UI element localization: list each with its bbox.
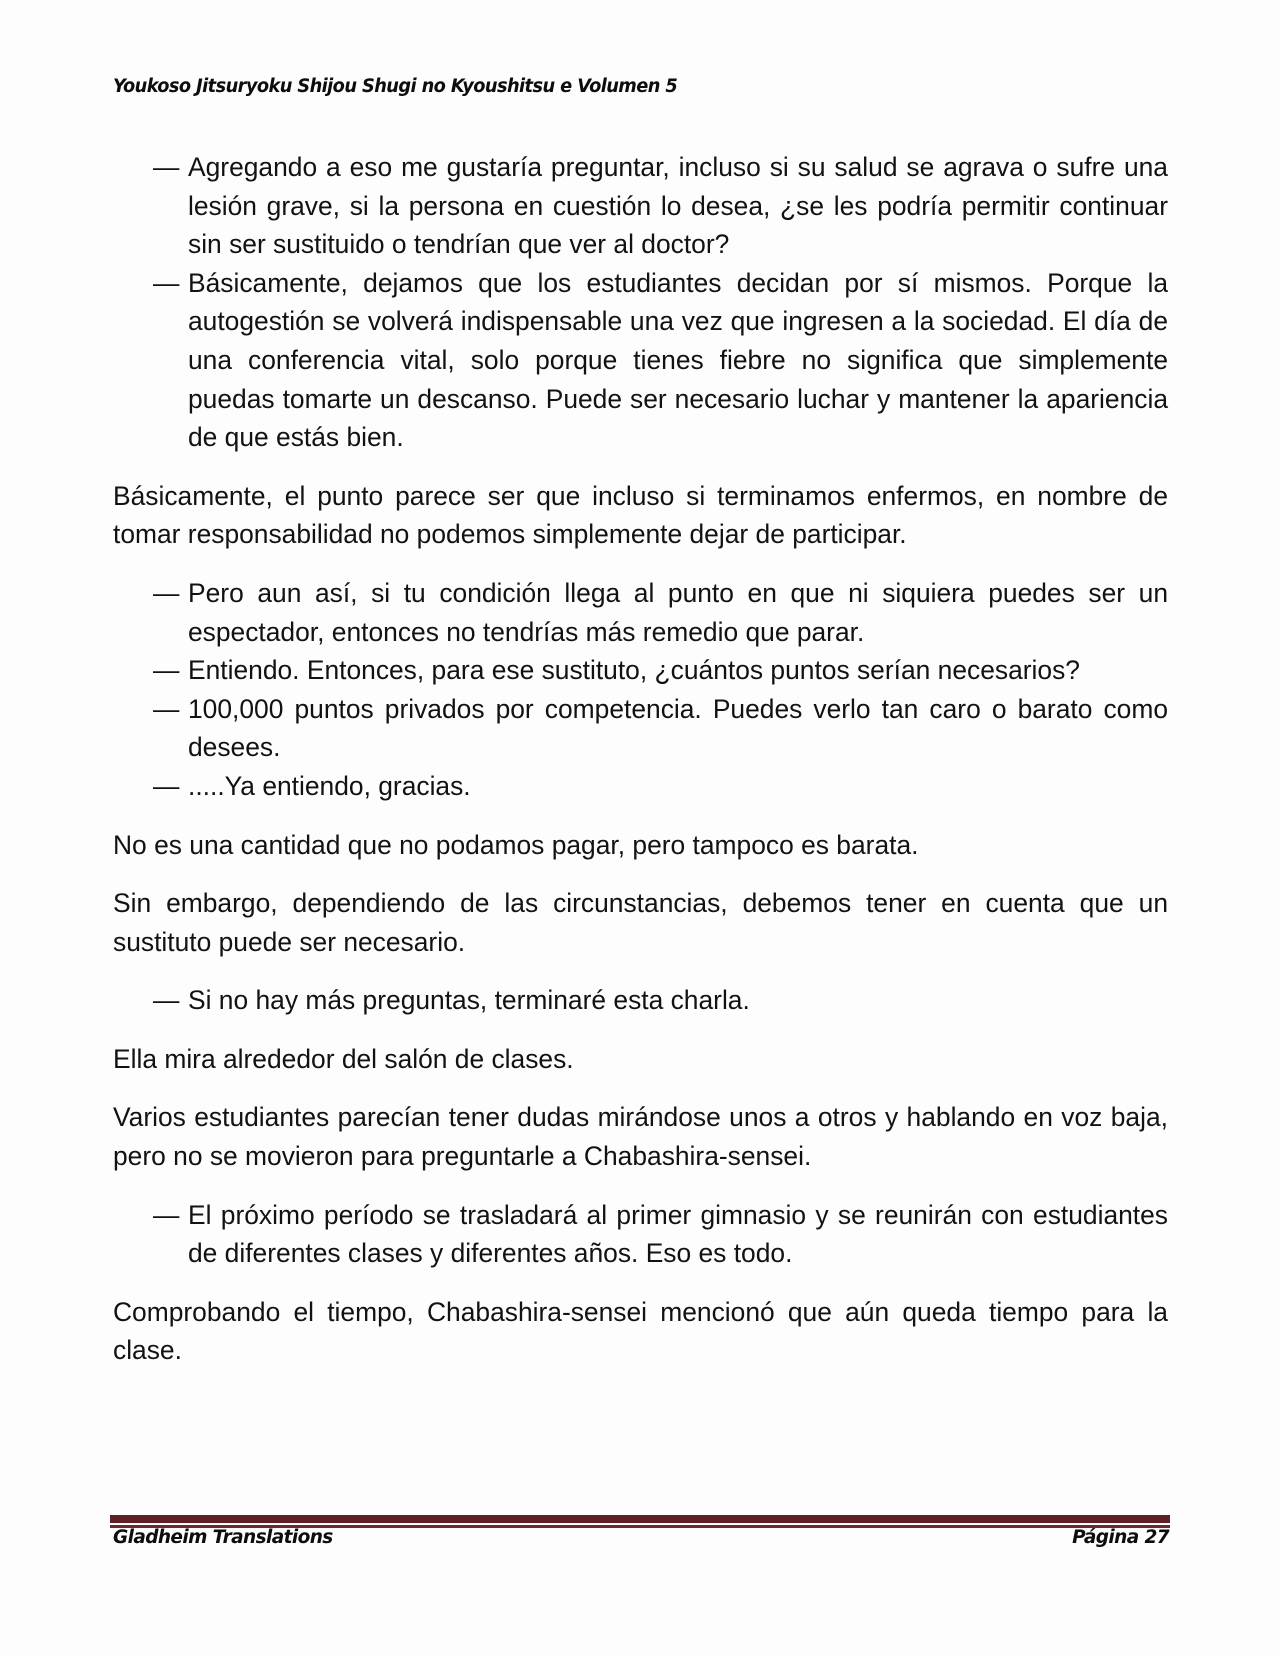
dialogue-line: — Entiendo. Entonces, para ese sustituto, ¿cuántos puntos serían necesarios? (113, 651, 1168, 690)
document-body (113, 148, 1168, 1370)
narration-paragraph: Comprobando el tiempo, Chabashira-sensei mencionó que aún queda tiempo para la clase. (113, 1296, 1168, 1366)
dialogue-line: — Agregando a eso me gustaría preguntar, incluso si su salud se agrava o sufre una lesión grave, si la persona en cuestión lo desea, ¿se les podría permitir continuar sin ser sustituido o tendrían que ver al doctor? (113, 148, 1168, 264)
dialogue-line: — Si no hay más preguntas, terminaré esta charla. (113, 981, 1168, 1020)
footer-publisher: Gladheim Translations (113, 1527, 333, 1548)
page-header-title: Youkoso Jitsuryoku Shijou Shugi no Kyoushitsu e Volumen 5 (113, 76, 678, 97)
narration-paragraph: Básicamente, el punto parece ser que incluso si terminamos enfermos, en nombre de tomar responsabilidad no podemos simplemente dejar de participar. (113, 480, 1168, 550)
narration-paragraph: Sin embargo, dependiendo de las circunstancias, debemos tener en cuenta que un sustituto puede ser necesario. (113, 888, 1168, 957)
dialogue-dash: — (153, 693, 180, 724)
narration-paragraph: No es una cantidad que no podamos pagar, pero tampoco es barata. (113, 829, 919, 860)
dialogue-line: — El próximo período se trasladará al primer gimnasio y se reunirán con estudiantes de diferentes clases y diferentes años. Eso es todo. (113, 1196, 1168, 1273)
page-number: Página 27 (1072, 1527, 1169, 1548)
dialogue-dash: — (153, 985, 180, 1016)
dialogue-dash: — (153, 1199, 180, 1230)
dialogue-dash: — (153, 152, 180, 182)
dialogue-line: — 100,000 puntos privados por competencia. Puedes verlo tan caro o barato como desees. (113, 690, 1168, 767)
dialogue-line: — .....Ya entiendo, gracias. (113, 767, 1168, 806)
footer-divider (110, 1515, 1170, 1525)
narration-paragraph: Ella mira alrededor del salón de clases. (113, 1043, 574, 1074)
dialogue-dash: — (153, 655, 180, 686)
dialogue-dash: — (153, 577, 180, 608)
dialogue-line: — Pero aun así, si tu condición llega al punto en que ni siquiera puedes ser un espectador, entonces no tendrías más remedio que parar. (113, 574, 1168, 651)
dialogue-dash: — (153, 770, 180, 801)
dialogue-line: — Básicamente, dejamos que los estudiantes decidan por sí mismos. Porque la autogestión se volverá indispensable una vez que ingresen a la sociedad. El día de una conferencia vital, solo porque tienes fiebre no significa que simplemente puedas tomarte un descanso. Puede ser necesario luchar y mantener la apariencia de que estás bien. (113, 264, 1168, 457)
narration-paragraph: Varios estudiantes parecían tener dudas mirándose unos a otros y hablando en voz baja, pero no se movieron para preguntarle a Chabashira-sensei. (113, 1102, 1168, 1172)
dialogue-dash: — (153, 267, 180, 298)
